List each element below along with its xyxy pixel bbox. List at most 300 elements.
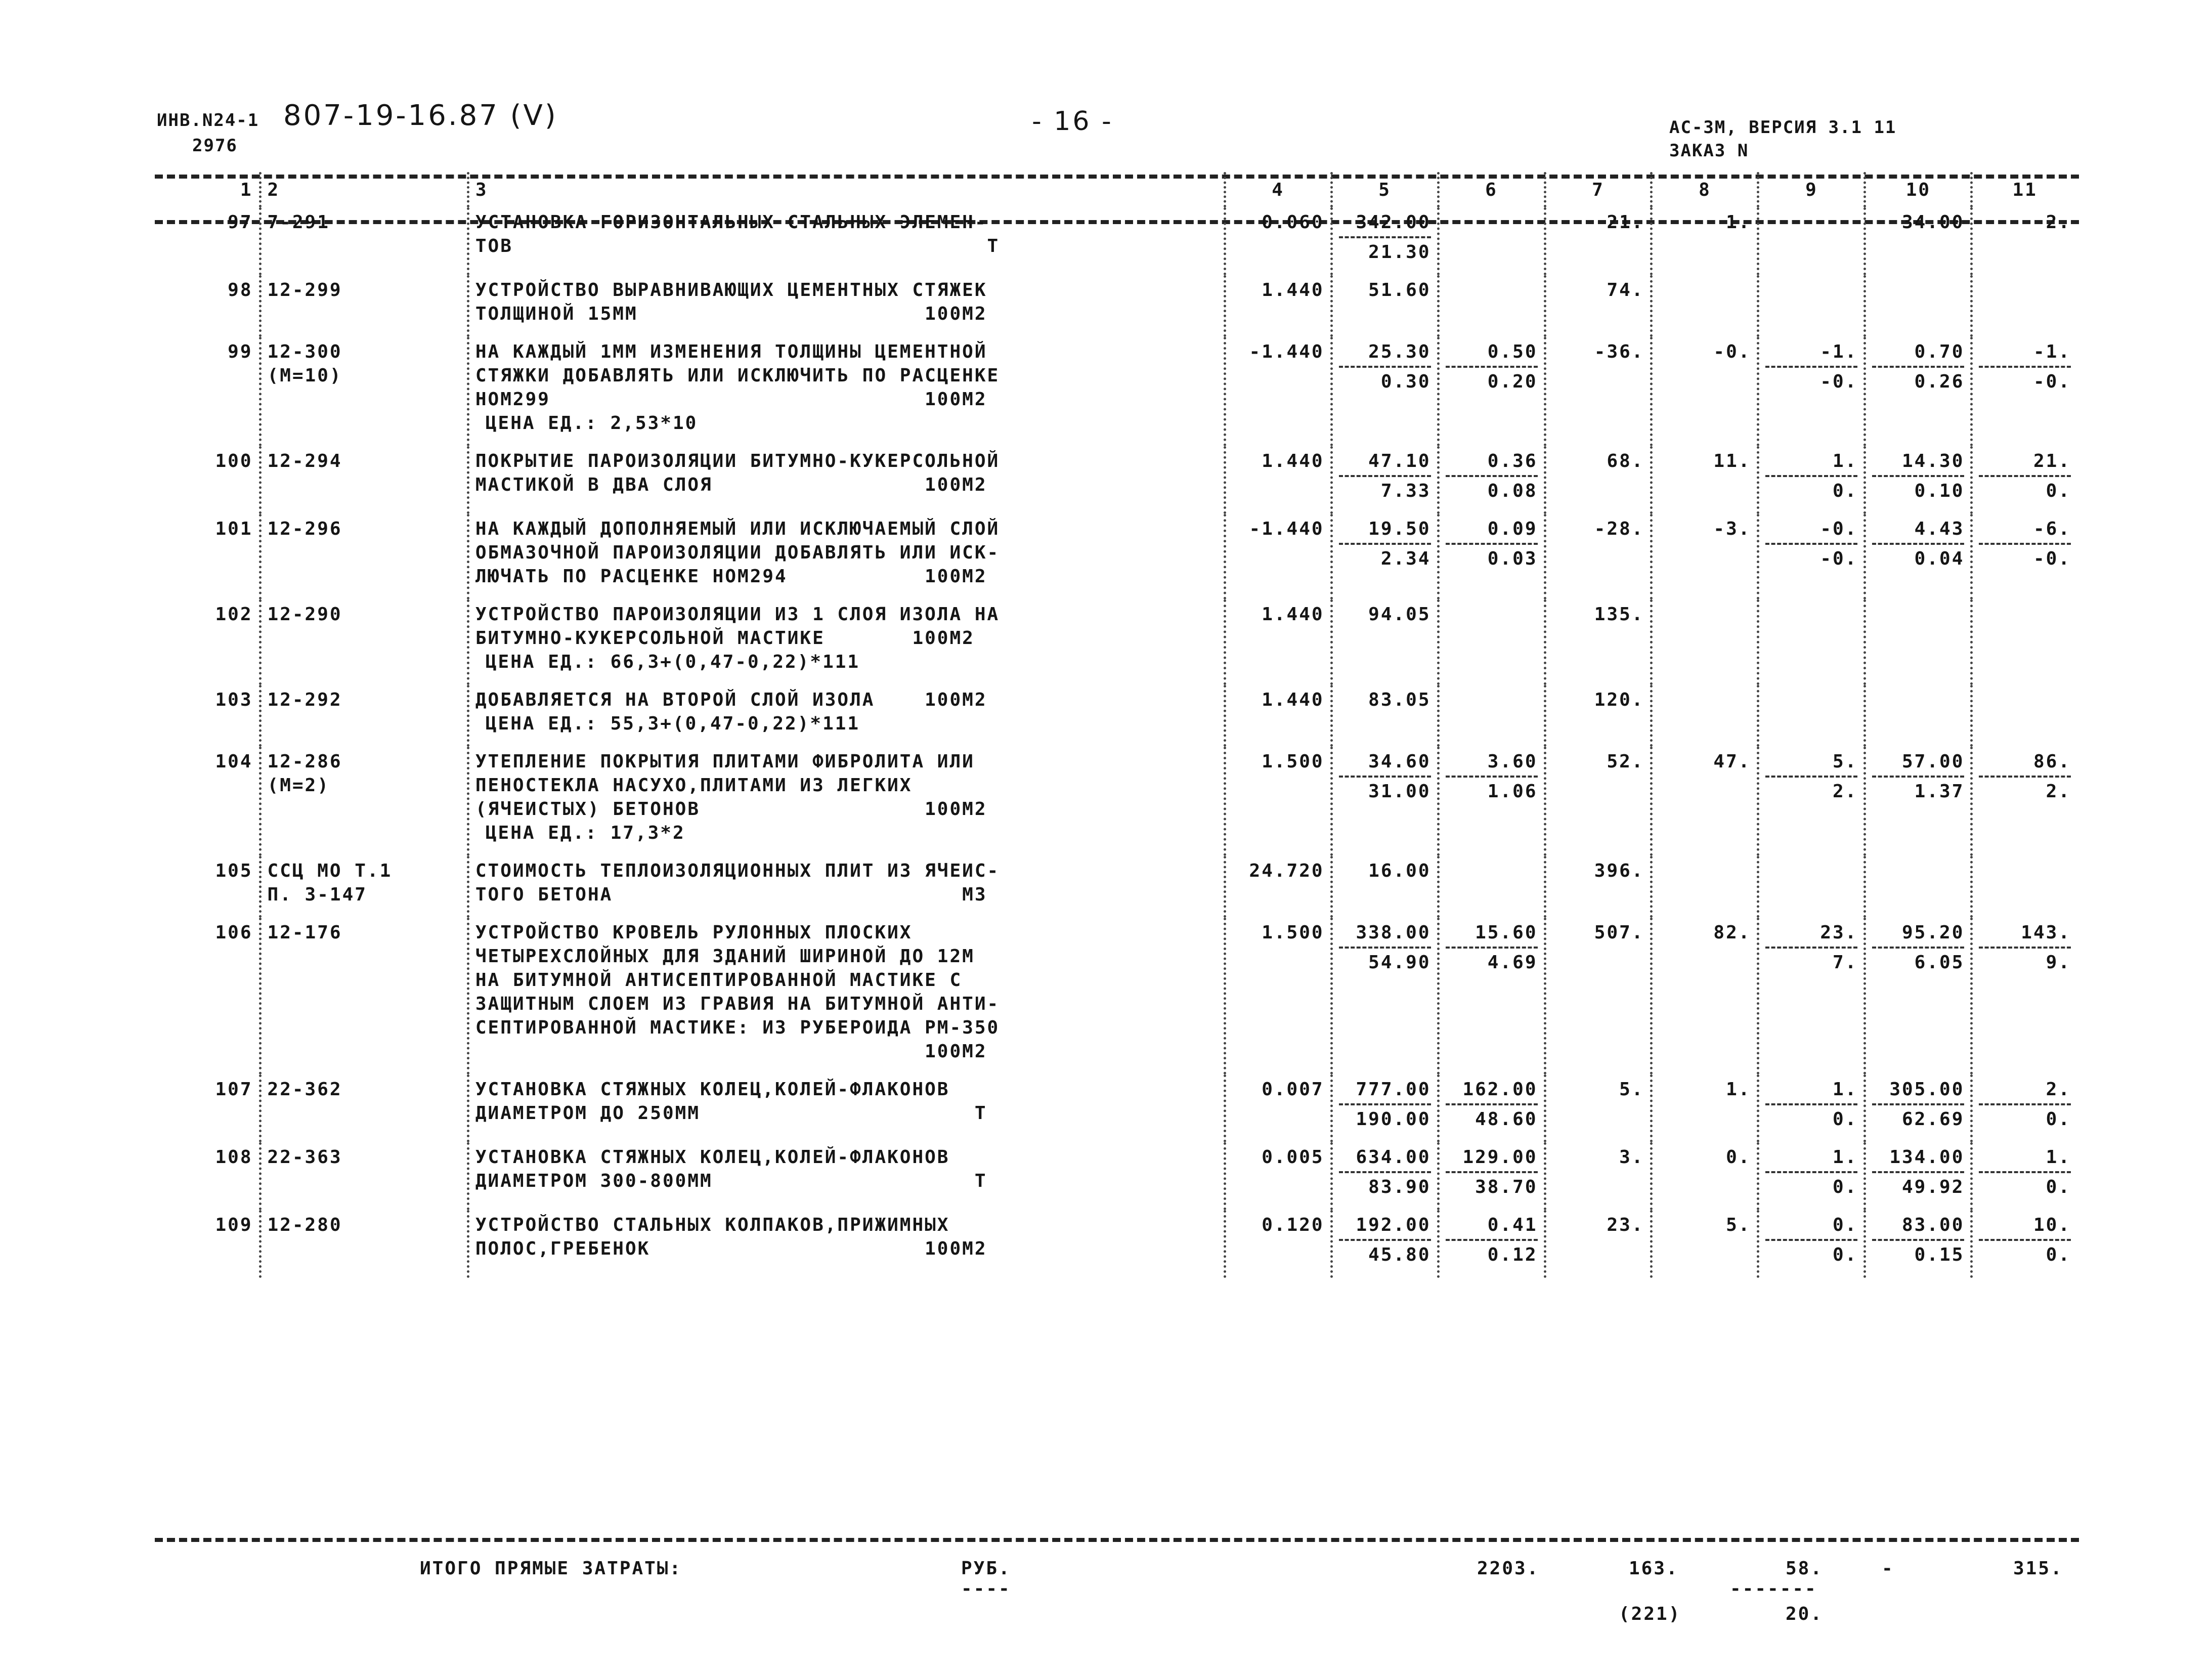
row-number-text: 102 xyxy=(215,604,253,625)
machine-cost-sub: 0. xyxy=(1833,481,1858,501)
quantity-value: 1.440 xyxy=(1262,604,1324,625)
labor-total xyxy=(1972,275,2077,337)
description-line: МАСТИКОЙ В ДВА СЛОЯ 100М2 xyxy=(475,475,987,495)
row-number-text: 107 xyxy=(215,1079,253,1100)
unit-wage-sub: 48.60 xyxy=(1475,1109,1538,1130)
table-bottom-rule xyxy=(155,1538,2079,1542)
labor-unit-main: 83.00 xyxy=(1902,1215,1965,1235)
sub-row-separator xyxy=(1872,475,1964,477)
labor-unit-sub: 0.15 xyxy=(1914,1244,1965,1265)
labor-total xyxy=(1972,1210,2077,1278)
unit-cost-sub: 7.33 xyxy=(1380,481,1431,501)
total-wage-value: 11. xyxy=(1713,451,1751,471)
total-cost xyxy=(1545,685,1652,747)
machine-cost-sub: 7. xyxy=(1833,952,1858,973)
labor-unit xyxy=(1865,747,1972,856)
col-header-9: 9 xyxy=(1758,172,1865,207)
total-wage xyxy=(1652,1075,1758,1142)
unit-price-note: ЦЕНА ЕД.: 2,53*10 xyxy=(485,413,698,434)
description-line: УТЕПЛЕНИЕ ПОКРЫТИЯ ПЛИТАМИ ФИБРОЛИТА ИЛИ xyxy=(475,751,975,772)
row-number-text: 108 xyxy=(215,1147,253,1168)
description-line: УСТАНОВКА СТЯЖНЫХ КОЛЕЦ,КОЛЕЙ-ФЛАКОНОВ xyxy=(475,1079,950,1100)
quantity xyxy=(1225,514,1331,599)
machine-cost-sub: -0. xyxy=(1820,371,1858,392)
total-wage xyxy=(1652,446,1758,514)
rate-code-text: 12-280 xyxy=(267,1215,342,1235)
description-line: 100М2 xyxy=(475,1041,987,1062)
unit-cost xyxy=(1331,446,1438,514)
row-number xyxy=(155,446,260,514)
unit-cost-main: 51.60 xyxy=(1368,280,1431,300)
unit-cost xyxy=(1331,599,1438,685)
total-wage-value: -3. xyxy=(1713,519,1751,539)
row-number xyxy=(155,275,260,337)
row-number xyxy=(155,1210,260,1278)
machine-cost xyxy=(1758,275,1865,337)
machine-cost xyxy=(1758,514,1865,599)
total-cost xyxy=(1545,207,1652,275)
total-wage xyxy=(1652,599,1758,685)
rate-code-text: 12-292 xyxy=(267,690,342,710)
quantity xyxy=(1225,685,1331,747)
total-cost-value: 5. xyxy=(1619,1079,1644,1100)
machine-cost-main: 23. xyxy=(1820,922,1858,943)
machine-cost-main: 0. xyxy=(1833,1215,1858,1235)
unit-cost-sub: 2.34 xyxy=(1380,548,1431,569)
quantity-value: 1.500 xyxy=(1262,922,1324,943)
labor-unit xyxy=(1865,599,1972,685)
rate-code-text: 12-299 xyxy=(267,280,342,300)
sub-row-separator xyxy=(1872,1239,1964,1241)
labor-total-main: -6. xyxy=(2033,519,2071,539)
quantity-value: 1.500 xyxy=(1262,751,1324,772)
machine-cost xyxy=(1758,599,1865,685)
description-line: НА БИТУМНОЙ АНТИСЕПТИРОВАННОЙ МАСТИКЕ С xyxy=(475,970,963,991)
description-line: (ЯЧЕИСТЫХ) БЕТОНОВ 100М2 xyxy=(475,799,987,820)
order-label: ЗАКАЗ N xyxy=(1669,141,1749,161)
work-description xyxy=(468,1075,1225,1142)
unit-cost-main: 338.00 xyxy=(1356,922,1431,943)
machine-cost-sub: 2. xyxy=(1833,781,1858,802)
machine-cost xyxy=(1758,918,1865,1075)
labor-total-sub: 0. xyxy=(2046,1244,2071,1265)
description-line: ДИАМЕТРОМ ДО 250ММ Т xyxy=(475,1103,987,1124)
estimate-table xyxy=(155,172,2077,1278)
labor-total-sub: 0. xyxy=(2046,1177,2071,1197)
rate-code xyxy=(260,856,468,918)
total-cost xyxy=(1545,1142,1652,1210)
description-line: ОБМАЗОЧНОЙ ПАРОИЗОЛЯЦИИ ДОБАВЛЯТЬ ИЛИ ИСК- xyxy=(475,542,1000,563)
description-line: СТОИМОСТЬ ТЕПЛОИЗОЛЯЦИОННЫХ ПЛИТ ИЗ ЯЧЕИС- xyxy=(475,861,1000,881)
row-number-text: 97 xyxy=(228,212,253,233)
rate-code-text: 12-300 (М=10) xyxy=(267,341,342,386)
sub-row-separator xyxy=(1446,776,1538,778)
machine-cost-sub: -0. xyxy=(1820,548,1858,569)
sub-row-separator xyxy=(1979,475,2071,477)
unit-wage-main: 0.36 xyxy=(1487,451,1538,471)
total-cost xyxy=(1545,514,1652,599)
unit-wage-sub: 0.12 xyxy=(1487,1244,1538,1265)
quantity-value: -1.440 xyxy=(1249,341,1324,362)
labor-unit-main: 34.00 xyxy=(1902,212,1965,233)
labor-total-main: 143. xyxy=(2021,922,2071,943)
labor-total xyxy=(1972,207,2077,275)
rate-code xyxy=(260,337,468,446)
total-cost xyxy=(1545,747,1652,856)
rate-code xyxy=(260,1142,468,1210)
labor-unit xyxy=(1865,514,1972,599)
table-row xyxy=(155,446,2077,514)
description-line: ЛЮЧАТЬ ПО РАСЦЕНКЕ НОМ294 100М2 xyxy=(475,566,987,587)
row-number xyxy=(155,1075,260,1142)
row-number-text: 101 xyxy=(215,519,253,539)
quantity xyxy=(1225,1142,1331,1210)
sub-row-separator xyxy=(1979,947,2071,949)
sub-row-separator xyxy=(1339,1239,1431,1241)
rate-code-text: 12-296 xyxy=(267,519,342,539)
total-cost xyxy=(1545,446,1652,514)
row-number-text: 98 xyxy=(228,280,253,300)
col-header-7: 7 xyxy=(1545,172,1652,207)
row-number xyxy=(155,599,260,685)
total-cost-value: 3. xyxy=(1619,1147,1644,1168)
sub-row-separator xyxy=(1765,1239,1857,1241)
work-description xyxy=(468,856,1225,918)
sub-row-separator xyxy=(1872,366,1964,368)
description-line: ТОЛЩИНОЙ 15ММ 100М2 xyxy=(475,304,987,324)
row-number xyxy=(155,207,260,275)
rate-code-text: 12-294 xyxy=(267,451,342,471)
unit-wage xyxy=(1438,337,1545,446)
description-line: СЕПТИРОВАННОЙ МАСТИКЕ: ИЗ РУБЕРОИДА РМ-350 xyxy=(475,1017,1000,1038)
total-cost-value: 74. xyxy=(1607,280,1644,300)
work-description xyxy=(468,207,1225,275)
totals-col10: - xyxy=(1882,1558,1894,1579)
total-cost xyxy=(1545,599,1652,685)
unit-cost xyxy=(1331,514,1438,599)
labor-total-main: -1. xyxy=(2033,341,2071,362)
sub-row-separator xyxy=(1446,947,1538,949)
sub-row-separator xyxy=(1339,1103,1431,1105)
labor-unit-main: 0.70 xyxy=(1914,341,1965,362)
inventory-sub-number: 2976 xyxy=(192,136,238,156)
unit-cost xyxy=(1331,1210,1438,1278)
table-row xyxy=(155,1075,2077,1142)
labor-total-sub: 0. xyxy=(2046,481,2071,501)
labor-unit-sub: 0.10 xyxy=(1914,481,1965,501)
machine-cost xyxy=(1758,207,1865,275)
inventory-handwritten-number: 807-19-16.87 (V) xyxy=(283,99,558,132)
description-line: СТЯЖКИ ДОБАВЛЯТЬ ИЛИ ИСКЛЮЧИТЬ ПО РАСЦЕНКЕ xyxy=(475,365,1000,386)
rate-code-text: 12-286 (М=2) xyxy=(267,751,342,796)
machine-cost xyxy=(1758,337,1865,446)
unit-cost-main: 94.05 xyxy=(1368,604,1431,625)
labor-total-sub: -0. xyxy=(2033,371,2071,392)
unit-wage xyxy=(1438,446,1545,514)
unit-cost-main: 16.00 xyxy=(1368,861,1431,881)
table-row xyxy=(155,599,2077,685)
total-cost xyxy=(1545,337,1652,446)
quantity-value: 1.440 xyxy=(1262,451,1324,471)
sub-row-separator xyxy=(1979,776,2071,778)
machine-cost-main: -1. xyxy=(1820,341,1858,362)
labor-total xyxy=(1972,1075,2077,1142)
quantity xyxy=(1225,747,1331,856)
unit-wage-main: 0.09 xyxy=(1487,519,1538,539)
unit-wage-main: 3.60 xyxy=(1487,751,1538,772)
unit-wage-main: 15.60 xyxy=(1475,922,1538,943)
unit-cost xyxy=(1331,275,1438,337)
rate-code xyxy=(260,1210,468,1278)
col-header-3: 3 xyxy=(468,172,1225,207)
work-description xyxy=(468,918,1225,1075)
unit-cost xyxy=(1331,337,1438,446)
total-wage xyxy=(1652,747,1758,856)
sub-row-separator xyxy=(1339,475,1431,477)
labor-unit-sub: 0.04 xyxy=(1914,548,1965,569)
labor-unit-main: 57.00 xyxy=(1902,751,1965,772)
description-line: УСТАНОВКА ГОРИЗОНТАЛЬНЫХ СТАЛЬНЫХ ЭЛЕМЕН- xyxy=(475,212,987,233)
totals-col9: 58. xyxy=(1786,1558,1824,1579)
row-number-text: 104 xyxy=(215,751,253,772)
unit-cost-sub: 31.00 xyxy=(1368,781,1431,802)
machine-cost xyxy=(1758,856,1865,918)
unit-cost-main: 34.60 xyxy=(1368,751,1431,772)
quantity xyxy=(1225,1075,1331,1142)
description-line: ПОЛОС,ГРЕБЕНОК 100М2 xyxy=(475,1238,987,1259)
labor-unit xyxy=(1865,337,1972,446)
page-number: - 16 - xyxy=(1032,106,1113,137)
labor-total xyxy=(1972,446,2077,514)
labor-total xyxy=(1972,685,2077,747)
table-row xyxy=(155,514,2077,599)
total-wage xyxy=(1652,1142,1758,1210)
unit-wage xyxy=(1438,599,1545,685)
machine-cost-sub: 0. xyxy=(1833,1109,1858,1130)
table-row xyxy=(155,856,2077,918)
total-wage xyxy=(1652,918,1758,1075)
unit-wage-sub: 4.69 xyxy=(1487,952,1538,973)
totals-col11: 315. xyxy=(2013,1558,2063,1579)
machine-cost xyxy=(1758,1142,1865,1210)
col-header-8: 8 xyxy=(1652,172,1758,207)
quantity-value: 24.720 xyxy=(1249,861,1324,881)
work-description xyxy=(468,747,1225,856)
labor-unit xyxy=(1865,446,1972,514)
rate-code xyxy=(260,514,468,599)
total-cost xyxy=(1545,275,1652,337)
labor-total-sub: 0. xyxy=(2046,1109,2071,1130)
unit-cost-main: 777.00 xyxy=(1356,1079,1431,1100)
sub-row-separator xyxy=(1339,236,1431,238)
labor-unit-main: 134.00 xyxy=(1889,1147,1965,1168)
col-header-6: 6 xyxy=(1438,172,1545,207)
col-header-10: 10 xyxy=(1865,172,1972,207)
labor-total xyxy=(1972,514,2077,599)
table-row xyxy=(155,918,2077,1075)
work-description xyxy=(468,1142,1225,1210)
labor-unit-main: 95.20 xyxy=(1902,922,1965,943)
total-cost-value: 135. xyxy=(1594,604,1644,625)
sub-row-separator xyxy=(1765,366,1857,368)
total-wage-value: 5. xyxy=(1726,1215,1751,1235)
description-line: УСТРОЙСТВО ПАРОИЗОЛЯЦИИ ИЗ 1 СЛОЯ ИЗОЛА НА xyxy=(475,604,1000,625)
unit-cost xyxy=(1331,1075,1438,1142)
labor-total-main: 2. xyxy=(2046,212,2071,233)
total-wage xyxy=(1652,1210,1758,1278)
table-row xyxy=(155,207,2077,275)
rate-code xyxy=(260,275,468,337)
unit-wage-sub: 1.06 xyxy=(1487,781,1538,802)
work-description xyxy=(468,599,1225,685)
total-cost xyxy=(1545,856,1652,918)
sub-row-separator xyxy=(1446,1103,1538,1105)
total-cost xyxy=(1545,1210,1652,1278)
unit-cost-main: 342.00 xyxy=(1356,212,1431,233)
unit-wage-main: 129.00 xyxy=(1462,1147,1538,1168)
quantity-value: 0.060 xyxy=(1262,212,1324,233)
unit-cost-main: 634.00 xyxy=(1356,1147,1431,1168)
labor-total xyxy=(1972,1142,2077,1210)
total-cost-value: 507. xyxy=(1594,922,1644,943)
unit-wage-main: 162.00 xyxy=(1462,1079,1538,1100)
totals-col8-sub: (221) xyxy=(1619,1604,1681,1624)
unit-wage xyxy=(1438,1210,1545,1278)
table-row xyxy=(155,275,2077,337)
total-cost-value: 23. xyxy=(1607,1215,1644,1235)
col-header-5: 5 xyxy=(1331,172,1438,207)
total-wage xyxy=(1652,514,1758,599)
unit-cost-main: 25.30 xyxy=(1368,341,1431,362)
labor-unit-sub: 1.37 xyxy=(1914,781,1965,802)
sub-row-separator xyxy=(1765,475,1857,477)
sub-row-separator xyxy=(1339,947,1431,949)
total-wage xyxy=(1652,275,1758,337)
quantity xyxy=(1225,337,1331,446)
total-cost-value: 21. xyxy=(1607,212,1644,233)
labor-unit-sub: 6.05 xyxy=(1914,952,1965,973)
sub-row-separator xyxy=(1765,1103,1857,1105)
description-line: БИТУМНО-КУКЕРСОЛЬНОЙ МАСТИКЕ 100М2 xyxy=(475,628,975,649)
unit-wage xyxy=(1438,275,1545,337)
unit-wage-sub: 38.70 xyxy=(1475,1177,1538,1197)
quantity-value: 0.120 xyxy=(1262,1215,1324,1235)
total-wage-value: 1. xyxy=(1726,1079,1751,1100)
unit-cost-main: 192.00 xyxy=(1356,1215,1431,1235)
total-wage-value: 47. xyxy=(1713,751,1751,772)
sub-row-separator xyxy=(1765,776,1857,778)
sub-row-separator xyxy=(1979,366,2071,368)
rate-code-text: 12-290 xyxy=(267,604,342,625)
labor-total-sub: 9. xyxy=(2046,952,2071,973)
work-description xyxy=(468,514,1225,599)
description-line: ТОВ Т xyxy=(475,236,1000,256)
total-cost-value: -28. xyxy=(1594,519,1644,539)
total-wage xyxy=(1652,207,1758,275)
quantity xyxy=(1225,856,1331,918)
rate-code xyxy=(260,207,468,275)
row-number-text: 103 xyxy=(215,690,253,710)
row-number xyxy=(155,685,260,747)
labor-total xyxy=(1972,599,2077,685)
total-wage xyxy=(1652,685,1758,747)
sub-row-separator xyxy=(1979,543,2071,545)
total-cost-value: 396. xyxy=(1594,861,1644,881)
unit-cost-sub: 83.90 xyxy=(1368,1177,1431,1197)
machine-cost-main: 1. xyxy=(1833,1079,1858,1100)
unit-cost-sub: 21.30 xyxy=(1368,242,1431,263)
totals-col8: 163. xyxy=(1629,1558,1679,1579)
table-row xyxy=(155,1142,2077,1210)
labor-unit-main: 14.30 xyxy=(1902,451,1965,471)
total-cost-value: -36. xyxy=(1594,341,1644,362)
rate-code-text: 12-176 xyxy=(267,922,342,943)
work-description xyxy=(468,275,1225,337)
machine-cost-sub: 0. xyxy=(1833,1244,1858,1265)
col-header-2: 2 xyxy=(260,172,468,207)
machine-cost-main: 5. xyxy=(1833,751,1858,772)
labor-unit xyxy=(1865,207,1972,275)
sub-row-separator xyxy=(1765,947,1857,949)
unit-price-note: ЦЕНА ЕД.: 66,3+(0,47-0,22)*111 xyxy=(485,652,860,672)
labor-total xyxy=(1972,337,2077,446)
labor-total-main: 86. xyxy=(2033,751,2071,772)
labor-unit-sub: 0.26 xyxy=(1914,371,1965,392)
sub-row-separator xyxy=(1872,1171,1964,1173)
sub-row-separator xyxy=(1339,543,1431,545)
rate-code xyxy=(260,685,468,747)
rate-code-text: ССЦ МО Т.1 П. 3-147 xyxy=(267,861,393,905)
labor-total-main: 2. xyxy=(2046,1079,2071,1100)
inventory-label: ИНВ.N24-1 xyxy=(157,110,259,131)
sub-row-separator xyxy=(1872,1103,1964,1105)
sub-row-separator xyxy=(1339,366,1431,368)
table-row xyxy=(155,337,2077,446)
quantity xyxy=(1225,1210,1331,1278)
labor-total xyxy=(1972,918,2077,1075)
sub-row-separator xyxy=(1339,776,1431,778)
labor-total-main: 21. xyxy=(2033,451,2071,471)
quantity-value: 1.440 xyxy=(1262,280,1324,300)
table-row xyxy=(155,685,2077,747)
totals-col9-underline: ------- xyxy=(1730,1578,1817,1599)
unit-cost-sub: 45.80 xyxy=(1368,1244,1431,1265)
total-wage xyxy=(1652,337,1758,446)
description-line: ДОБАВЛЯЕТСЯ НА ВТОРОЙ СЛОЙ ИЗОЛА 100М2 xyxy=(475,690,987,710)
unit-wage xyxy=(1438,918,1545,1075)
unit-cost-sub: 190.00 xyxy=(1356,1109,1431,1130)
table-body xyxy=(155,207,2077,1278)
quantity-value: -1.440 xyxy=(1249,519,1324,539)
sub-row-separator xyxy=(1872,776,1964,778)
total-cost xyxy=(1545,918,1652,1075)
work-description xyxy=(468,685,1225,747)
rate-code-text: 22-363 xyxy=(267,1147,342,1168)
unit-price-note: ЦЕНА ЕД.: 55,3+(0,47-0,22)*111 xyxy=(485,713,860,734)
row-number-text: 105 xyxy=(215,861,253,881)
table-row xyxy=(155,1210,2077,1278)
rate-code xyxy=(260,747,468,856)
description-line: ПОКРЫТИЕ ПАРОИЗОЛЯЦИИ БИТУМНО-КУКЕРСОЛЬНОЙ xyxy=(475,451,1000,471)
total-cost-value: 52. xyxy=(1607,751,1644,772)
labor-total-sub: -0. xyxy=(2033,548,2071,569)
unit-cost-sub: 0.30 xyxy=(1380,371,1431,392)
col-header-11: 11 xyxy=(1972,172,2077,207)
unit-cost-main: 83.05 xyxy=(1368,690,1431,710)
table-row xyxy=(155,747,2077,856)
unit-wage xyxy=(1438,856,1545,918)
work-description xyxy=(468,337,1225,446)
